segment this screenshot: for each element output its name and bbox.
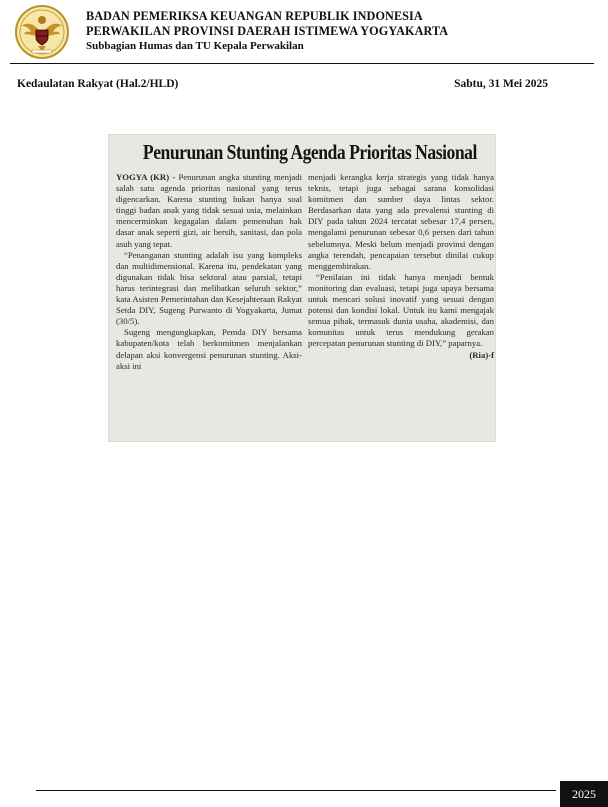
- organization-header: [86, 9, 448, 54]
- article-paragraph: “Penilaian ini tidak hanya menjadi bentuk monitoring dan evaluasi, tetapi juga upaya bersama untuk mencari solusi inovatif yang sesuai dengan potensi dan kondisi lokal. Untuk itu kami mengajak semua pihak, termasuk dunia usaha, akademisi, dan komunitas untuk terus mendukung gerakan percepatan penurunan stunting di DIY,” paparnya.: [308, 271, 494, 349]
- garuda-emblem-icon: [14, 4, 70, 60]
- footer-divider: [36, 790, 556, 791]
- article-column-1: [116, 172, 302, 372]
- year-badge: 2025: [560, 781, 608, 807]
- header-divider: [10, 63, 594, 64]
- article-paragraph: “Penanganan stunting adalah isu yang kompleks dan multidimensional. Karena itu, pendekatan yang digunakan tidak bisa sektoral atau parsial, tetapi harus terintegrasi dan melibatkan seluruh sektor,” kata Asisten Pemerintahan dan Kesejahteraan Rakyat Setda DIY, Sugeng Purwanto di Yogyakarta, Jumat (30/5).: [116, 249, 302, 327]
- article-dateline: YOGYA (KR) -: [116, 172, 176, 182]
- org-branch: PERWAKILAN PROVINSI DAERAH ISTIMEWA YOGYAKARTA: [86, 24, 449, 38]
- article-lead-text: Penurunan angka stunting menjadi salah satu agenda prioritas nasional yang terus digencarkan. Karena stunting bukan hanya soal tinggi badan anak yang tidak sesuai usia, melainkan mencerminkan kegagalan dalam pemenuhan hak dasar anak seperti gizi, air bersih, sanitasi, dan pola asuh yang tepat.: [116, 172, 302, 249]
- article-paragraph: Sugeng mengungkapkan, Pemda DIY bersama kabupaten/kota telah berkomitmen menjalankan delapan aksi konvergensi penurunan stunting. Aksi-aksi ini: [116, 327, 302, 371]
- article-paragraph: menjadi kerangka kerja strategis yang tidak hanya teknis, tetapi juga sebagai sarana konsolidasi komitmen dan sumber daya lintas sektor. Berdasarkan data yang ada prevalensi stunting di DIY pada tahun 2024 tercatat sebesar 17,4 persen, mengalami penurunan sebesar 0,6 persen dari tahun sebelumnya. Meski belum menjadi provinsi dengan angka terendah, pencapaian tersebut dinilai cukup menggembirakan.: [308, 172, 494, 271]
- article-headline: Penurunan Stunting Agenda Prioritas Nasional: [142, 140, 477, 164]
- article-column-2: [308, 172, 494, 361]
- source-label: Kedaulatan Rakyat (Hal.2/HLD): [17, 78, 179, 90]
- org-unit: Subbagian Humas dan TU Kepala Perwakilan: [86, 40, 304, 52]
- newspaper-clipping: [108, 134, 496, 442]
- date-label: Sabtu, 31 Mei 2025: [454, 78, 548, 90]
- article-signature: (Ria)-f: [469, 349, 494, 360]
- org-name: BADAN PEMERIKSA KEUANGAN REPUBLIK INDONESIA: [86, 9, 423, 23]
- article-paragraph: [116, 172, 302, 250]
